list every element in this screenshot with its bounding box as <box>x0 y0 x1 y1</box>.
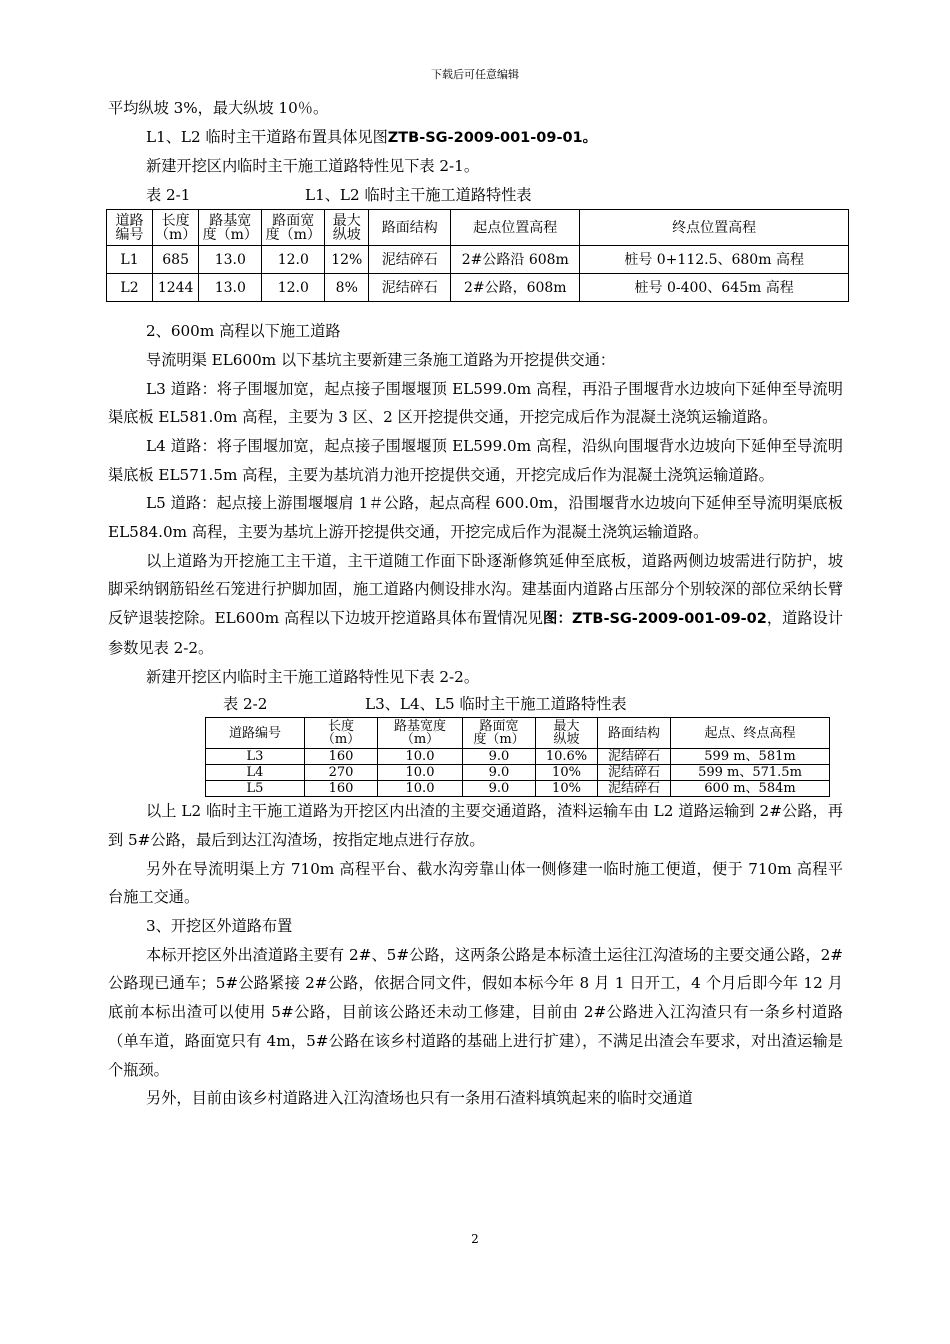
paragraph: 另外在导流明渠上方 710m 高程平台、截水沟旁靠山体一侧修建一临时施工便道，便于 710m 高程平台施工交通。 <box>108 859 843 907</box>
table-cell: 8% <box>325 274 369 302</box>
table-title: L1、L2 临时主干施工道路特性表 <box>305 186 532 205</box>
table-cell: 泥结碎石 <box>598 781 671 797</box>
table-row <box>206 765 830 781</box>
paragraph: 平均纵坡 3%，最大纵坡 10％。 <box>108 99 329 117</box>
table-cell: 1244 <box>153 274 199 302</box>
table-row <box>107 274 849 302</box>
table-row <box>206 781 830 797</box>
header-end-elevation: 终点位置高程 <box>580 210 849 246</box>
table-cell: 桩号 0-400、645m 高程 <box>580 274 849 302</box>
header-length: 长度 （m） <box>153 210 199 246</box>
drawing-reference: 图：ZTB-SG-2009-001-09-02 <box>542 611 767 628</box>
table-cell: 10.0 <box>378 749 463 765</box>
paragraph <box>108 123 843 153</box>
table-cell: 13.0 <box>199 246 262 274</box>
road-table-2 <box>205 717 830 797</box>
header-pavement-structure: 路面结构 <box>369 210 451 246</box>
table-cell: 10.0 <box>378 781 463 797</box>
paragraph <box>108 547 843 663</box>
table-cell: 9.0 <box>463 781 536 797</box>
table-cell: 泥结碎石 <box>369 274 451 302</box>
table-cell: 160 <box>305 749 378 765</box>
drawing-reference: ZTB-SG-2009-001-09-01。 <box>387 129 598 146</box>
header-road-no: 道路编号 <box>206 718 305 749</box>
table-cell: 12% <box>325 246 369 274</box>
table-cell: 10% <box>536 781 598 797</box>
paragraph-text: 以上道路为开挖施工主干道，主干道随工作面下卧逐渐修筑延伸至底板，道路两侧边坡需进行防护，坡脚采纳钢筋铅丝石笼进行护脚加固，施工道路内侧设排水沟。建基面内道路占压部分个别较深的部位采纳长臂反铲退装挖除。EL600m 高程以下边坡开挖道路具体布置情况见 <box>108 551 843 628</box>
table-number: 表 2-1 <box>146 186 191 205</box>
header-start-elevation: 起点位置高程 <box>451 210 580 246</box>
document-body <box>108 94 843 1113</box>
paragraph: 新建开挖区内临时主干施工道路特性见下表 2-2。 <box>146 667 480 686</box>
table-cell: 685 <box>153 246 199 274</box>
table-cell: L3 <box>206 749 305 765</box>
section-heading: 2、600m 高程以下施工道路 <box>146 322 341 341</box>
header-subgrade-width: 路基宽 度（m） <box>199 210 262 246</box>
header-pavement-structure: 路面结构 <box>598 718 671 749</box>
table-cell: L4 <box>206 765 305 781</box>
header-pavement-width: 路面宽 度（m） <box>463 718 536 749</box>
table-cell: 12.0 <box>262 246 325 274</box>
table-header-row <box>206 718 830 749</box>
paragraph-text: L1、L2 临时主干道路布置具体见图 <box>146 127 388 146</box>
table-cell: 9.0 <box>463 765 536 781</box>
table-row <box>107 246 849 274</box>
table-cell: 泥结碎石 <box>598 765 671 781</box>
table-cell: 270 <box>305 765 378 781</box>
paragraph: 新建开挖区内临时主干施工道路特性见下表 2-1。 <box>146 157 480 176</box>
table-cell: 600 m、584m <box>671 781 830 797</box>
table-number: 表 2-2 <box>223 695 268 714</box>
page-number: 2 <box>471 1232 479 1246</box>
table-cell: 599 m、581m <box>671 749 830 765</box>
table-cell: 桩号 0+112.5、680m 高程 <box>580 246 849 274</box>
table-cell: 599 m、571.5m <box>671 765 830 781</box>
section-heading: 3、开挖区外道路布置 <box>146 917 293 936</box>
paragraph-text: ，道路设计参数见表 2-2。 <box>108 609 843 657</box>
table-cell: 10.6% <box>536 749 598 765</box>
header-start-end-elevation: 起点、终点高程 <box>671 718 830 749</box>
table-cell: 10% <box>536 765 598 781</box>
header-length: 长度 （m） <box>305 718 378 749</box>
paragraph: 另外，目前由该乡村道路进入江沟渣场也只有一条用石渣料填筑起来的临时交通道 <box>146 1089 693 1108</box>
page-header: 下载后可任意编辑 <box>431 68 519 81</box>
table-cell: 9.0 <box>463 749 536 765</box>
header-pavement-width: 路面宽 度（m） <box>262 210 325 246</box>
table-cell: 160 <box>305 781 378 797</box>
table-cell: 12.0 <box>262 274 325 302</box>
table-title: L3、L4、L5 临时主干施工道路特性表 <box>365 695 627 714</box>
header-max-grade: 最大 纵坡 <box>325 210 369 246</box>
table-cell: 10.0 <box>378 765 463 781</box>
paragraph: 以上 L2 临时主干施工道路为开挖区内出渣的主要交通道路，渣料运输车由 L2 道路运输到 2#公路，再到 5#公路，最后到达江沟渣场，按指定地点进行存放。 <box>108 802 843 849</box>
paragraph: L5 道路：起点接上游围堰堰肩 1＃公路，起点高程 600.0m，沿围堰背水边坡向下延伸至导流明渠底板 EL584.0m 高程，主要为基坑上游开挖提供交通，开挖完成后作为混凝土浇筑运输道路。 <box>108 494 843 542</box>
table-cell: L1 <box>107 246 153 274</box>
road-table-1 <box>106 209 849 302</box>
header-subgrade-width: 路基宽度 （m） <box>378 718 463 749</box>
paragraph: L3 道路：将子围堰加宽，起点接子围堰堰顶 EL599.0m 高程，再沿子围堰背水边坡向下延伸至导流明渠底板 EL581.0m 高程，主要为 3 区、2 区开挖提供交通，开挖完成后作为混凝土浇筑运输道路。 <box>108 379 843 427</box>
table-row <box>206 749 830 765</box>
table-cell: 泥结碎石 <box>369 246 451 274</box>
paragraph: 本标开挖区外出渣道路主要有 2#、5#公路，这两条公路是本标渣土运往江沟渣场的主要交通公路，2#公路现已通车；5#公路紧接 2#公路，依据合同文件，假如本标今年 8 月 1 日开工，4 个月后即今年 12 月底前本标出渣可以使用 5#公路，目前该公路还未动工修建，目前由 2#公路进入江沟渣只有一条乡村道路（单车道，路面宽只有 4m，5#公路在该乡村道路的基础上进行扩建），不满足出渣会车要求，对出渣运输是个瓶颈。 <box>108 945 843 1079</box>
paragraph: 导流明渠 EL600m 以下基坑主要新建三条施工道路为开挖提供交通： <box>146 350 616 369</box>
table-caption <box>108 181 843 209</box>
header-road-no: 道路 编号 <box>107 210 153 246</box>
table-cell: 13.0 <box>199 274 262 302</box>
table-cell: 2#公路沿 608m <box>451 246 580 274</box>
table-cell: 2#公路，608m <box>451 274 580 302</box>
table-cell: 泥结碎石 <box>598 749 671 765</box>
table-cell: L5 <box>206 781 305 797</box>
paragraph: L4 道路：将子围堰加宽，起点接子围堰堰顶 EL599.0m 高程，沿纵向围堰背水边坡向下延伸至导流明渠底板 EL571.5m 高程，主要为基坑消力池开挖提供交通，开挖完成后作为混凝土浇筑运输道路。 <box>108 436 843 484</box>
header-max-grade: 最大 纵坡 <box>536 718 598 749</box>
table-caption <box>108 691 843 717</box>
table-header-row <box>107 210 849 246</box>
table-cell: L2 <box>107 274 153 302</box>
